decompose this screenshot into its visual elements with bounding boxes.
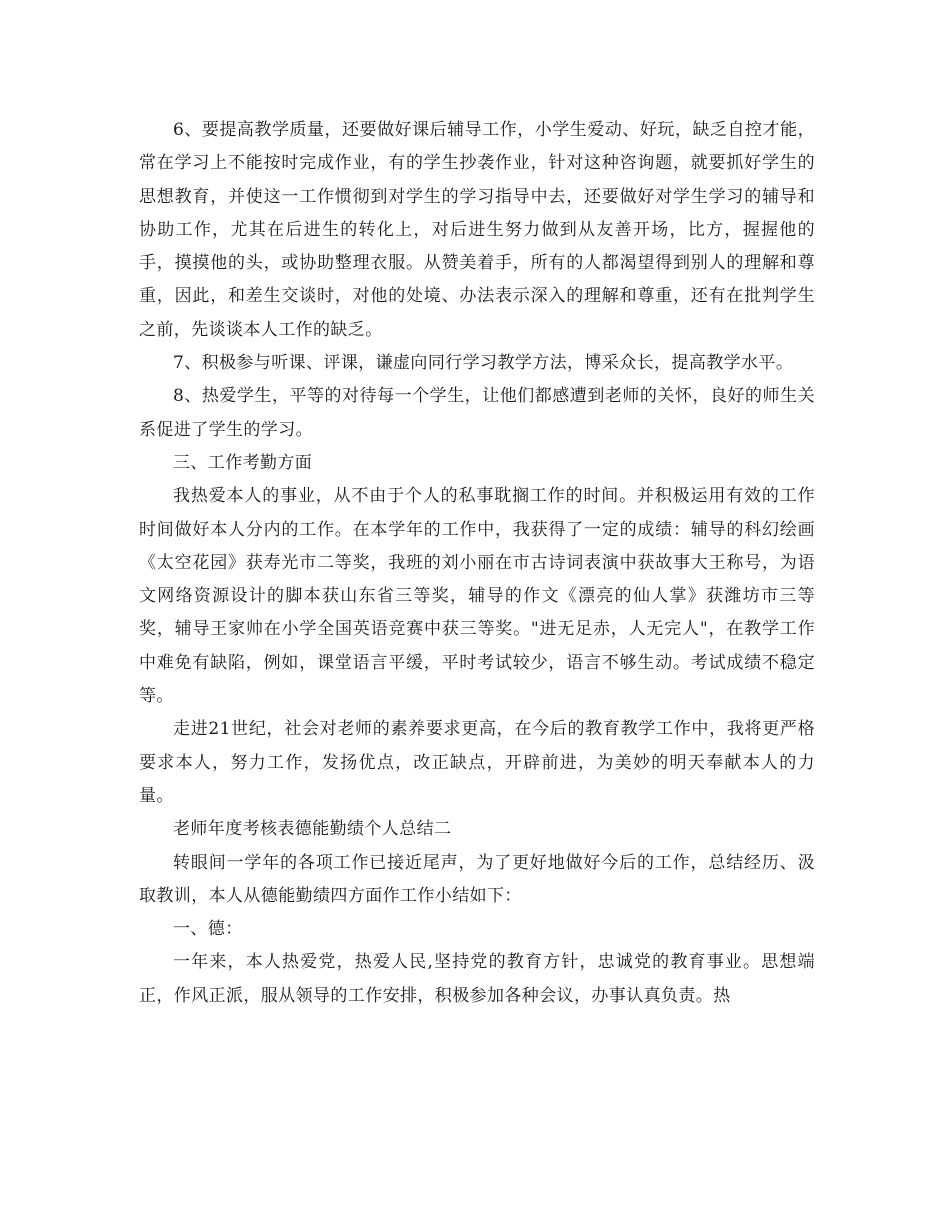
paragraph-virtue: 一年来，本人热爱党，热爱人民,坚持党的教育方针，忠诚党的教育事业。思想端正，作风正派，服从领导的工作安排，积极参加各种会议，办事认真负责。热 <box>139 952 815 1006</box>
paragraph-item-8: 8、热爱学生，平等的对待每一个学生，让他们都感遭到老师的关怀，良好的师生关系促进了学生的学习。 <box>139 386 815 440</box>
section-heading-attendance: 三、工作考勤方面 <box>173 452 313 473</box>
document-body <box>139 114 815 1013</box>
paragraph-outlook: 走进21世纪，社会对老师的素养要求更高，在今后的教育教学工作中，我将更严格要求本人，努力工作，发扬优点，改正缺点，开辟前进，为美妙的明天奉献本人的力量。 <box>139 719 815 806</box>
paragraph-item-7: 7、积极参与听课、评课，谦虚向同行学习教学方法，博采众长，提高教学水平。 <box>173 353 794 374</box>
paragraph-intro: 转眼间一学年的各项工作已接近尾声，为了更好地做好今后的工作，总结经历、汲取教训，本人从德能勤绩四方面作工作小结如下： <box>139 852 815 906</box>
section-heading-virtue: 一、德： <box>173 919 243 940</box>
paragraph-item-6: 6、要提高教学质量，还要做好课后辅导工作，小学生爱动、好玩，缺乏自控才能，常在学习上不能按时完成作业，有的学生抄袭作业，针对这种咨询题，就要抓好学生的思想教育，并使这一工作惯彻到对学生的学习指导中去，还要做好对学生学习的辅导和协助工作，尤其在后进生的转化上，对后进生努力做到从友善开场，比方，握握他的手，摸摸他的头，或协助整理衣服。从赞美着手，所有的人都渴望得到别人的理解和尊重，因此，和差生交谈时，对他的处境、办法表示深入的理解和尊重，还有在批判学生之前，先谈谈本人工作的缺乏。 <box>139 120 815 340</box>
summary-title-two: 老师年度考核表德能勤绩个人总结二 <box>173 819 452 840</box>
paragraph-attendance: 我热爱本人的事业，从不由于个人的私事耽搁工作的时间。并积极运用有效的工作时间做好本人分内的工作。在本学年的工作中，我获得了一定的成绩：辅导的科幻绘画《太空花园》获寿光市二等奖，我班的刘小丽在市古诗词表演中获故事大王称号，为语文网络资源设计的脚本获山东省三等奖，辅导的作文《漂亮的仙人掌》获潍坊市三等奖，辅导王家帅在小学全国英语竞赛中获三等奖。"进无足赤，人无完人"，在教学工作中难免有缺陷，例如，课堂语言平缓，平时考试较少，语言不够生动。考试成绩不稳定等。 <box>139 486 815 707</box>
